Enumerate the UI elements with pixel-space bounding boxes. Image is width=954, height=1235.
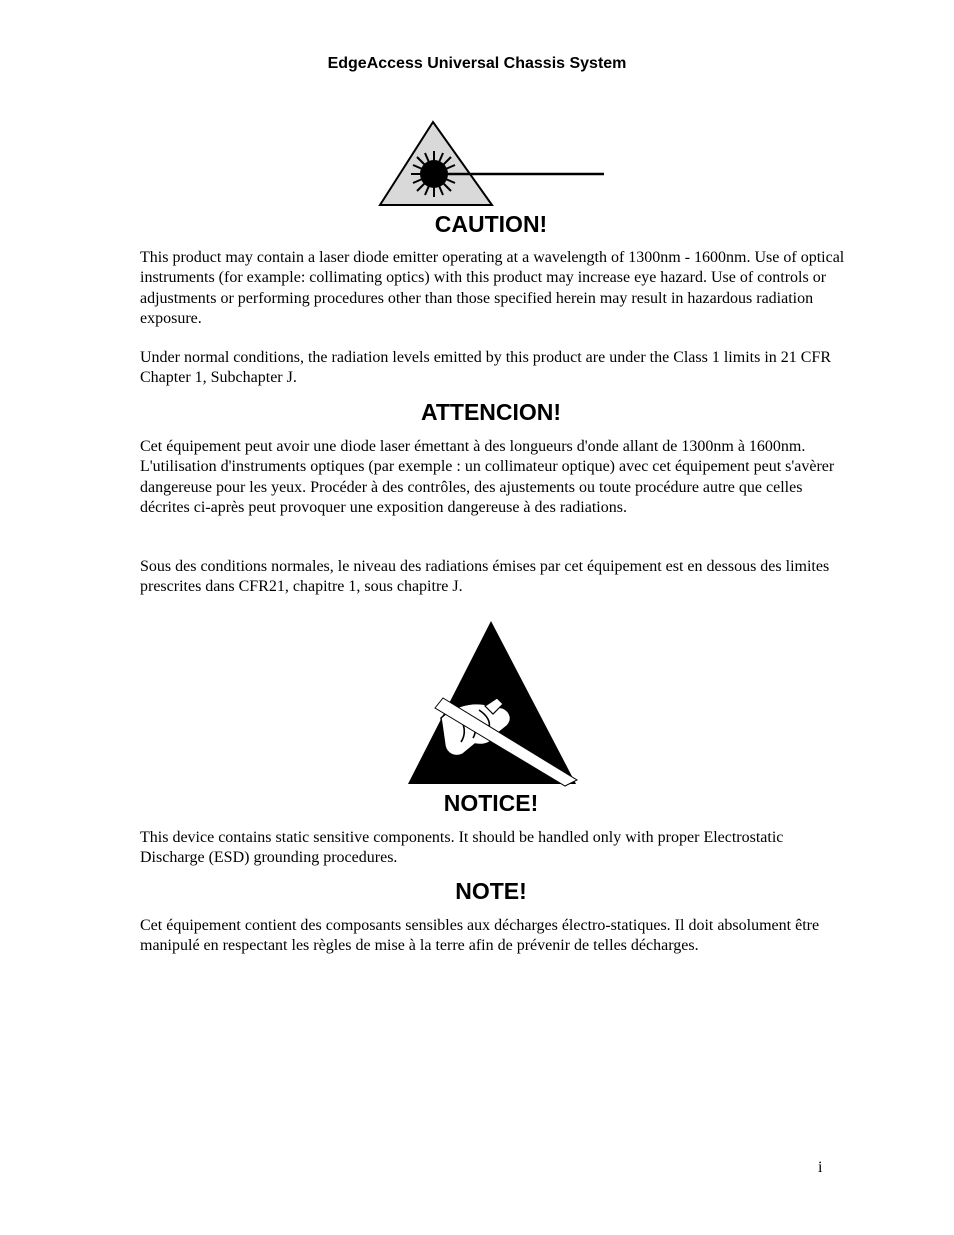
attencion-heading: ATTENCION! — [420, 399, 562, 425]
caution-paragraph-2: Under normal conditions, the radiation levels emitted by this product are under the Class 1 limits in 21 CFR Chapter 1, Subchapter J. — [140, 349, 831, 387]
notice-paragraph: This device contains static sensitive components. It should be handled only with proper Electrostatic Discharge (ESD) grounding procedures. — [140, 829, 784, 867]
attencion-paragraph-1: Cet équipement peut avoir une diode laser émettant à des longueurs d'onde allant de 1300nm à 1600nm. L'utilisation d'instruments optiques (par exemple : un collimateur optique) avec cet équipement peut s'avèrer dangereuse pour les yeux. Procéder à des contrôles, des ajustements ou toute procédure autre que celles décrites ci-après peut provoquer une exposition dangereuse à des radiations. — [140, 438, 835, 516]
caution-heading: CAUTION! — [434, 211, 548, 237]
caution-paragraph-1: This product may contain a laser diode emitter operating at a wavelength of 1300nm - 1600nm. Use of optical instruments (for example: collimating optics) with this product may increase eye hazard. Use of controls or adjustments or performing procedures other than those specified herein may result in hazardous radiation exposure. — [140, 249, 845, 327]
page-number: i — [818, 1159, 823, 1176]
note-heading: NOTE! — [455, 878, 527, 904]
document-header: EdgeAccess Universal Chassis System — [327, 55, 627, 72]
attencion-paragraph-2: Sous des conditions normales, le niveau des radiations émises par cet équipement est en dessous des limites prescrites dans CFR21, chapitre 1, sous chapitre J. — [140, 558, 830, 596]
notice-heading: NOTICE! — [443, 790, 539, 816]
laser-warning-icon — [376, 118, 608, 210]
esd-warning-icon — [405, 618, 579, 788]
note-paragraph: Cet équipement contient des composants sensibles aux décharges électro-statiques. Il doit absolument être manipulé en respectant les règles de mise à la terre afin de prévenir de telles décharges. — [140, 917, 820, 955]
